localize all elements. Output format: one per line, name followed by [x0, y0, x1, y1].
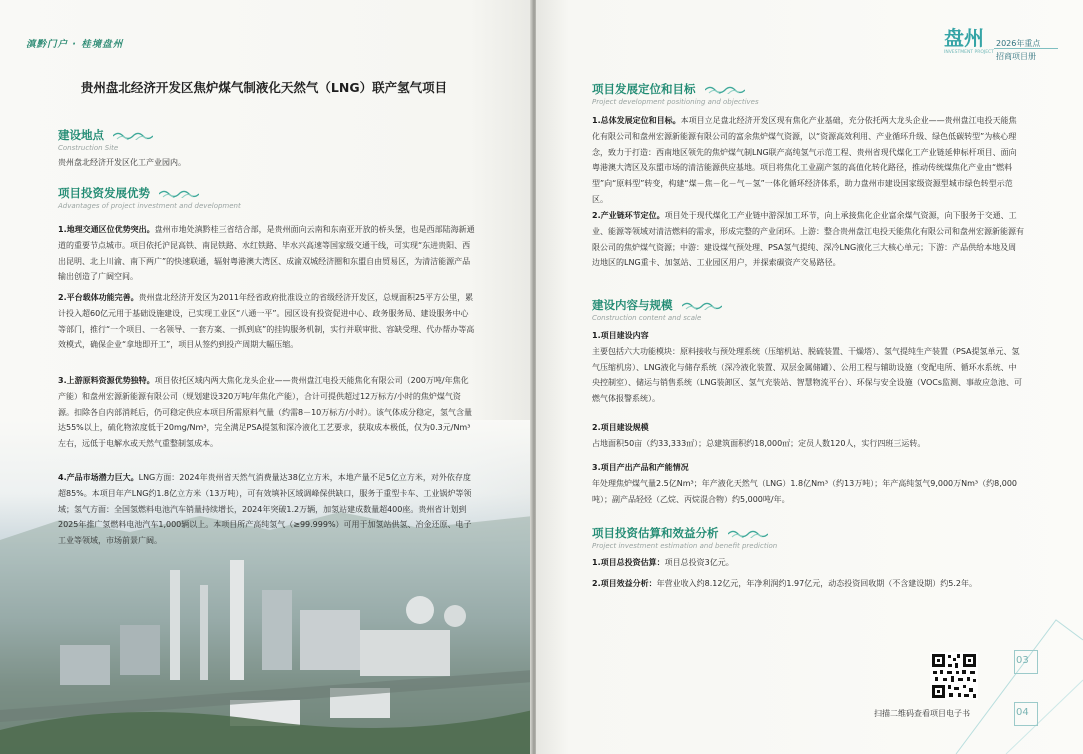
advantage-body: 盘州市地处滇黔桂三省结合部，是贵州面向云南和东南亚开放的桥头堡，也是西部陆海新通道的重要节点城市。项目依托沪昆高铁、南昆铁路、水红铁路、毕水兴高速等国家级交通干线，可实现“东进贵阳、西出昆明、北上川渝、南下两广”的快速联通，辐射粤港澳大湾区、成渝双城经济圈和东盟自由贸易区，为清洁能源产品输出创造了广阔空间。	[58, 225, 475, 282]
wave-icon	[113, 130, 153, 140]
section-subtitle: Construction content and scale	[592, 314, 702, 322]
section-subtitle: Advantages of project investment and development	[58, 202, 241, 210]
qr-caption: 扫描二维码查看项目电子书	[874, 709, 970, 718]
content-head: 2.项目建设规模	[592, 423, 649, 432]
page-number-top: 03	[1016, 655, 1029, 666]
advantage-4	[58, 470, 476, 549]
content-1	[592, 328, 1024, 407]
logo-mark: 盘州	[944, 26, 984, 50]
content-body: 年处理焦炉煤气量2.5亿Nm³；年产液化天然气（LNG）1.8亿Nm³（约13万吨）；年产高纯氢气9,000万Nm³（约8,000吨）；副产品轻烃（乙烷、丙烷混合物）约5,000吨/年。	[592, 478, 1018, 504]
wave-icon	[159, 188, 199, 198]
content-head: 3.项目产出产品和产能情况	[592, 463, 689, 472]
estimate-head: 1.项目总投资估算：	[592, 558, 665, 567]
advantage-head: 1.地理交通区位优势突出。	[58, 225, 155, 234]
qr-code-icon[interactable]	[930, 652, 978, 700]
left-page	[0, 0, 533, 754]
content-3	[592, 460, 1024, 507]
logo-year: 2026年重点	[996, 39, 1041, 48]
section-content-header	[592, 294, 722, 322]
advantage-3	[58, 373, 476, 452]
content-body: 占地面积50亩（约33,333㎡）；总建筑面积约18,000㎡；定员人数120人，实行四班三运转。	[592, 438, 926, 448]
estimate-head: 2.项目效益分析：	[592, 579, 657, 588]
wave-icon	[728, 528, 768, 538]
estimate-body: 年营业收入约8.12亿元，年净利润约1.97亿元，动态投资回收期（不含建设期）约5.2年。	[656, 579, 977, 588]
project-title: 贵州盘北经济开发区焦炉煤气制液化天然气（LNG）联产氢气项目	[80, 80, 448, 95]
advantage-head: 4.产品市场潜力巨大。	[58, 473, 139, 482]
advantage-head: 2.平台载体功能完善。	[58, 293, 139, 302]
site-text: 贵州盘北经济开发区化工产业园内。	[58, 158, 186, 167]
estimate-2	[592, 576, 1024, 592]
positioning-head: 1.总体发展定位和目标。	[592, 116, 681, 125]
brochure-logo	[944, 22, 1069, 70]
slogan: 滇黔门户 · 桂境盘州	[26, 39, 124, 50]
advantage-body: 项目依托区域内两大焦化龙头企业——贵州盘江电投天能焦化有限公司（200万吨/年焦化产能）和盘州宏源新能源有限公司（规划建设320万吨/年焦化产能），合计可提供超过12万标方/小时的焦炉煤气资源。扣除各自内部消耗后，仍可稳定供应本项目所需原料气量（约需8－10万标方/小时）。该气体成分稳定，氢气含量达55%以上，硫化物浓度低于20mg/Nm³，完全满足PSA提氢和深冷液化工艺要求，获取成本极低，仅为0.3元/Nm³左右，远低于电解水或天然气重整制氢成本。	[58, 376, 472, 449]
section-advantages-header	[58, 182, 241, 210]
wave-icon	[705, 84, 745, 94]
advantage-body: 贵州盘北经济开发区为2011年经省政府批准设立的省级经济开发区，总规面积25平方公里，累计投入超60亿元用于基础设施建设，已实现工业区“八通一平”。园区设有投资促进中心、政务服务局、建设服务中心等部门，推行“一个项目、一名领导、一套方案、一抓到底”的挂钩服务机制，实行并联审批、容缺受理、代办帮办等高效模式，确保企业“拿地即开工”，项目从签约到投产周期大幅压缩。	[58, 293, 475, 350]
logo-book: 招商项目册	[996, 52, 1036, 61]
section-positioning-header	[592, 78, 759, 106]
positioning-body: 本项目立足盘北经济开发区现有焦化产业基础，充分依托两大龙头企业——贵州盘江电投天能焦化有限公司和盘州宏源新能源有限公司的富余焦炉煤气资源，以“资源高效利用、产业循环升级、绿色低碳转型”为核心理念，致力于打造：西南地区领先的焦炉煤气制LNG联产高纯氢气示范工程、贵州省现代煤化工产业链延伸标杆项目、面向粤港澳大湾区及东盟市场的清洁能源供应基地。项目将焦化工业副产氢的高值化转化路径，推动传统煤焦化产业由“燃料型”向“原料型”转变，构建“煤－焦－化－气－氢”一体化循环经济体系，助力盘州市建设国家级资源型城市绿色转型示范区。	[592, 116, 1017, 204]
positioning-head: 2.产业链环节定位。	[592, 211, 665, 220]
section-subtitle: Construction Site	[58, 144, 119, 152]
positioning-2	[592, 208, 1024, 271]
advantage-1	[58, 222, 476, 285]
content-head: 1.项目建设内容	[592, 331, 649, 340]
section-title: 项目投资估算和效益分析	[592, 526, 719, 540]
estimate-1	[592, 555, 1024, 571]
section-title: 项目投资发展优势	[58, 186, 150, 200]
section-subtitle: Project investment estimation and benefit prediction	[592, 542, 778, 550]
section-title: 建设内容与规模	[592, 298, 673, 312]
right-page	[536, 0, 1083, 754]
logo-divider	[994, 48, 1058, 49]
content-body: 主要包括六大功能模块：原料接收与预处理系统（压缩机站、脱硫装置、干燥塔）、氢气提纯生产装置（PSA提氢单元、氢气压缩机房）、LNG液化与储存系统（深冷液化装置、双层金属储罐）、公用工程与辅助设施（变配电所、循环水系统、中央控制室）、储运与销售系统（LNG装卸区、氢气充装站、智慧物流平台）、环保与安全设施（VOCs监测、事故应急池、可燃气体报警系统）。	[592, 346, 1023, 404]
positioning-1	[592, 113, 1024, 208]
advantage-body: LNG方面：2024年贵州省天然气消费量达38亿立方米，本地产量不足5亿立方米，对外依存度超85%。本项目年产LNG约1.8亿立方米（13万吨），可有效填补区域调峰保供缺口，服务于重型卡车、工业锅炉等领域；氢气方面：全国氢燃料电池汽车销量持续增长，2024年突破1.2万辆，加氢站建成数量超400座。贵州省计划到2025年推广氢燃料电池汽车1,000辆以上。本项目所产高纯氢气（≥99.999%）可用于加氢站供氢、冶金还原、电子工业等领域，市场前景广阔。	[58, 473, 472, 546]
section-site-header	[58, 124, 153, 152]
section-title: 建设地点	[58, 128, 104, 142]
page-number-bottom: 04	[1016, 707, 1029, 718]
logo-english: INVESTMENT PROJECT	[944, 50, 994, 55]
content-2	[592, 420, 1024, 452]
advantage-2	[58, 290, 476, 353]
section-subtitle: Project development positioning and objectives	[592, 98, 759, 106]
section-title: 项目发展定位和目标	[592, 82, 696, 96]
estimate-body: 项目总投资3亿元。	[664, 558, 734, 567]
wave-icon	[682, 300, 722, 310]
section-estimate-header	[592, 522, 777, 550]
advantage-head: 3.上游原料资源优势独特。	[58, 376, 155, 385]
positioning-body: 项目处于现代煤化工产业链中游深加工环节，向上承接焦化企业富余煤气资源，向下服务于交通、工业、能源等领域对清洁燃料的需求，形成完整的产业闭环。上游：整合贵州盘江电投天能焦化有限公司和盘州宏源新能源有限公司的焦炉煤气资源；中游：建设煤气预处理、PSA氢气提纯、深冷LNG液化三大核心单元；下游：产品供给本地及周边地区的LNG重卡、加氢站、工业园区用户，并探索碳资产交易路径。	[592, 211, 1024, 268]
